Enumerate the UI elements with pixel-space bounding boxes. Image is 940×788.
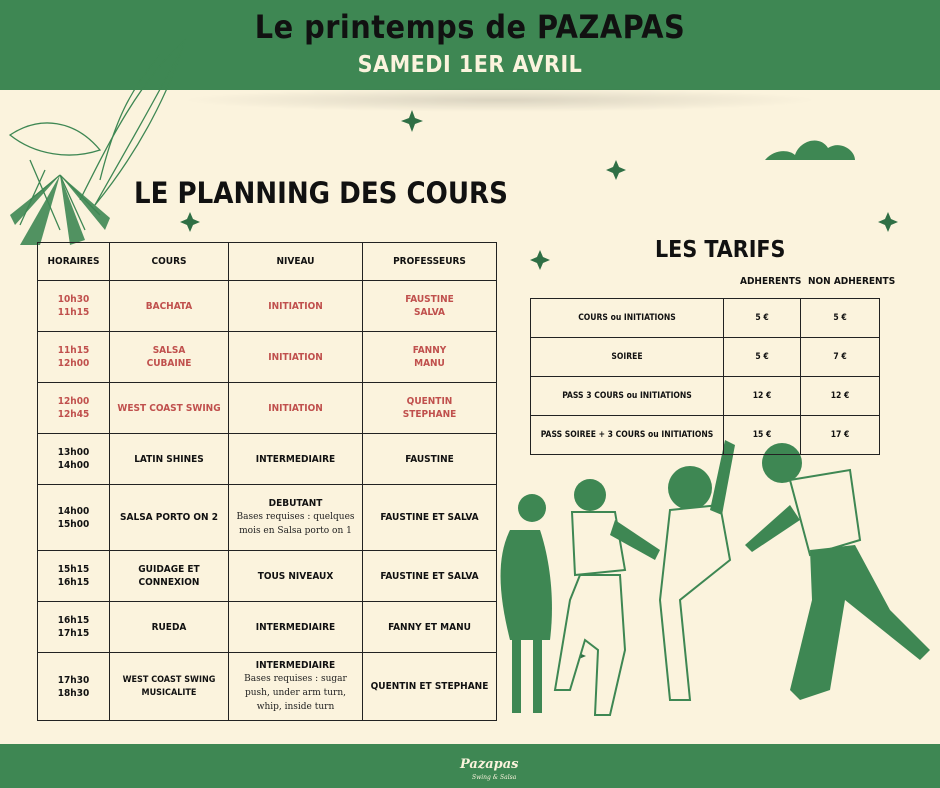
tarifs-title: LES TARIFS — [655, 237, 786, 263]
horaires-cell: 13h00 14h00 — [38, 434, 110, 485]
column-header: COURS — [110, 243, 229, 281]
niveau-cell: TOUS NIVEAUX — [229, 551, 363, 602]
tarifs-table — [530, 298, 880, 455]
professeurs-cell: FAUSTINE ET SALVA — [363, 485, 497, 551]
tarif-adherents-cell: 15 € — [724, 416, 801, 455]
niveau-cell: INTERMEDIAIRE — [229, 602, 363, 653]
niveau-cell: INTERMEDIAIRE — [229, 434, 363, 485]
cours-cell: SALSA CUBAINE — [110, 332, 229, 383]
table-row — [38, 485, 497, 551]
planning-header-row — [38, 243, 497, 281]
tarif-non-adherents-cell: 5 € — [801, 299, 880, 338]
niveau-cell: INITIATION — [229, 383, 363, 434]
niveau-cell: INITIATION — [229, 281, 363, 332]
table-row — [531, 299, 880, 338]
column-header: HORAIRES — [38, 243, 110, 281]
table-row — [38, 602, 497, 653]
table-row — [38, 332, 497, 383]
planning-title: LE PLANNING DES COURS — [134, 176, 508, 210]
niveau-label: DEBUTANT — [268, 498, 323, 509]
column-header-adherents: ADHERENTS — [740, 276, 802, 287]
table-row — [38, 653, 497, 721]
tarif-label-cell: SOIREE — [531, 338, 724, 377]
column-header: NIVEAU — [229, 243, 363, 281]
cours-cell: WEST COAST SWING — [110, 383, 229, 434]
event-date: SAMEDI 1ER AVRIL — [357, 52, 583, 78]
cours-cell: RUEDA — [110, 602, 229, 653]
column-header: PROFESSEURS — [363, 243, 497, 281]
table-row — [531, 338, 880, 377]
table-row — [531, 416, 880, 455]
tarif-adherents-cell: 5 € — [724, 299, 801, 338]
horaires-cell: 11h15 12h00 — [38, 332, 110, 383]
table-row — [38, 551, 497, 602]
tarif-non-adherents-cell: 17 € — [801, 416, 880, 455]
tarif-label-cell: PASS SOIREE + 3 COURS ou INITIATIONS — [531, 416, 724, 455]
niveau-label: INTERMEDIAIRE — [255, 660, 336, 671]
cours-cell: LATIN SHINES — [110, 434, 229, 485]
cours-cell: SALSA PORTO ON 2 — [110, 485, 229, 551]
brand-tagline: Swing & Salsa — [472, 774, 517, 781]
table-row — [38, 383, 497, 434]
niveau-cell — [229, 485, 363, 551]
tarif-adherents-cell: 12 € — [724, 377, 801, 416]
table-row — [38, 281, 497, 332]
planning-table — [37, 242, 497, 721]
professeurs-cell: FAUSTINE SALVA — [363, 281, 497, 332]
column-header-non-adherents: NON ADHERENTS — [808, 276, 896, 287]
horaires-cell: 14h00 15h00 — [38, 485, 110, 551]
professeurs-cell: FAUSTINE ET SALVA — [363, 551, 497, 602]
horaires-cell: 17h30 18h30 — [38, 653, 110, 721]
niveau-description: Bases requises : sugar push, under arm turn, whip, inside turn — [244, 674, 347, 712]
professeurs-cell: FAUSTINE — [363, 434, 497, 485]
palm-leaf-illustration — [10, 175, 110, 245]
tarif-non-adherents-cell: 7 € — [801, 338, 880, 377]
professeurs-cell: QUENTIN STEPHANE — [363, 383, 497, 434]
tarif-label-cell: COURS ou INITIATIONS — [531, 299, 724, 338]
horaires-cell: 10h30 11h15 — [38, 281, 110, 332]
horaires-cell: 16h15 17h15 — [38, 602, 110, 653]
dancers-illustration — [501, 440, 930, 715]
tarif-label-cell: PASS 3 COURS ou INITIATIONS — [531, 377, 724, 416]
cours-cell: WEST COAST SWING MUSICALITE — [110, 653, 229, 721]
table-row — [38, 434, 497, 485]
professeurs-cell: FANNY ET MANU — [363, 602, 497, 653]
page-title: Le printemps de PAZAPAS — [254, 8, 686, 46]
horaires-cell: 15h15 16h15 — [38, 551, 110, 602]
tarif-non-adherents-cell: 12 € — [801, 377, 880, 416]
niveau-cell — [229, 653, 363, 721]
niveau-description: Bases requises : quelques mois en Salsa porto on 1 — [236, 512, 355, 536]
niveau-cell: INITIATION — [229, 332, 363, 383]
tarif-adherents-cell: 5 € — [724, 338, 801, 377]
horaires-cell: 12h00 12h45 — [38, 383, 110, 434]
cours-cell: BACHATA — [110, 281, 229, 332]
professeurs-cell: QUENTIN ET STEPHANE — [363, 653, 497, 721]
brand-logo: Pazapas — [460, 757, 519, 772]
table-row — [531, 377, 880, 416]
cloud-icon — [765, 141, 855, 160]
cours-cell: GUIDAGE ET CONNEXION — [110, 551, 229, 602]
professeurs-cell: FANNY MANU — [363, 332, 497, 383]
